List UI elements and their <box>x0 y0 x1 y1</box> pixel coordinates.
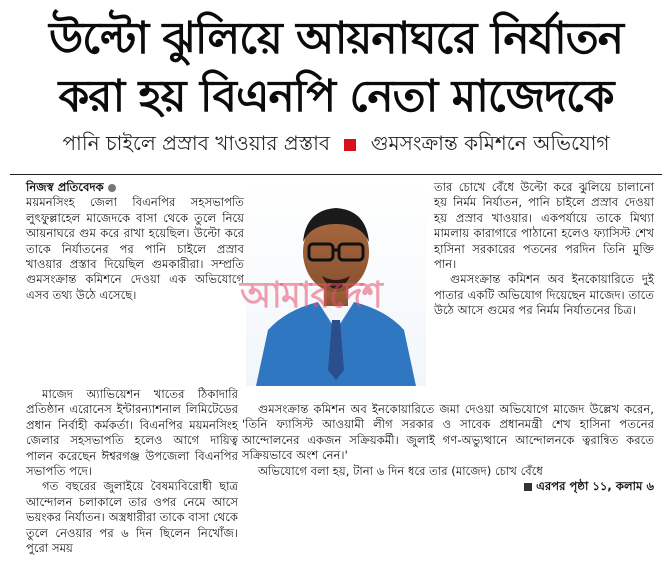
article-body <box>10 180 662 558</box>
paragraph: তার চোখে বেঁধে উল্টো করে ঝুলিয়ে চালানো হয় নির্মম নির্যাতন, পানি চাইলে প্রস্রাব দেওয়া হয় প্রস্রাব খাওয়ার। একপর্যায়ে তাকে মিথ্যা মামলায় কারাগারে পাঠানো হলেও ফ্যাসিস্ট শেখ হাসিনা সরকারের পতনের পরদিন তিনি মুক্তি পান। <box>434 180 654 272</box>
watermark: আমারদেশ <box>240 275 382 316</box>
paragraph: গত বছরের জুলাইয়ে বৈষম্যবিরোধী ছাত্র আন্দোলন চলাকালে তার ওপর নেমে আসে ভয়ংকর নির্যাতন। অস্ত্রধারীরা তাকে বাসা থেকে তুলে নেওয়ার পর ৬ দিন ছিলেন নিখোঁজ। পুরো সময় <box>26 479 238 556</box>
subheadline <box>10 130 662 156</box>
left-column-lower <box>26 387 238 556</box>
byline: নিজস্ব প্রতিবেদক <box>26 180 244 195</box>
jump-line: এরপর পৃষ্ঠা ১১, কলাম ৬ <box>242 479 654 494</box>
paragraph: গুমসংক্রান্ত কমিশন অব ইনকোয়ারিতে দুই পাতার একটি অভিযোগ দিয়েছেন মাজেদ। তাতে উঠে আসে গুমের পর নির্মম নির্যাতনের চিত্র। <box>434 272 654 318</box>
right-column-lower <box>242 402 654 494</box>
paragraph: অভিযোগে বলা হয়, টানা ৬ দিন ধরে তার (মাজেদ) চোখ বেঁধে <box>258 463 543 478</box>
paragraph: মাজেদ অ্যাভিয়েশন খাতের ঠিকাদারি প্রতিষ্ঠান এরোনেস ইন্টারন্যাশনাল লিমিটেডের প্রধান নির্বাহী কর্মকর্তা। বিএনপির ময়মনসিংহ জেলার সহসভাপতি হলেও আগে দায়িত্ব পালন করেছেন ঈশ্বরগঞ্জ উপজেলা বিএনপির সভাপতি পদে। <box>26 387 238 479</box>
paragraph: গুমসংক্রান্ত কমিশন অব ইনকোয়ারিতে জমা দেওয়া অভিযোগে মাজেদ উল্লেখ করেন, 'তিনি ফ্যাসিস্ট আওয়ামী লীগ সরকার ও সাবেক প্রধানমন্ত্রী শেখ হাসিনা পতনের আন্দোলনের একজন সক্রিয়কর্মী। জুলাই গণ-অভ্যুত্থানে আন্দোলনকে ত্বরান্বিত করতে সক্রিয়ভাবে অংশ নেন।' <box>242 402 654 463</box>
headline-line-2: করা হয় বিএনপি নেতা মাজেদকে <box>58 71 614 122</box>
divider-rule <box>10 174 662 175</box>
headline <box>10 0 662 126</box>
subhead-right: গুমসংক্রান্ত কমিশনে অভিযোগ <box>370 131 610 155</box>
byline-dot-icon <box>108 184 116 192</box>
subhead-left: পানি চাইলে প্রস্রাব খাওয়ার প্রস্তাব <box>62 131 331 155</box>
right-column <box>434 180 654 319</box>
left-column <box>26 180 244 303</box>
paragraph: ময়মনসিংহ জেলা বিএনপির সহসভাপতি লুৎফুল্লাহেল মাজেদকে বাসা থেকে তুলে নিয়ে আয়নাঘরে গুম করে রাখা হয়েছিল। উল্টো করে তাকে নির্যাতনের পর পানি চাইলে প্রস্রাব খাওয়ার প্রস্তাব দিয়েছিল গুমকারীরা। সম্প্রতি গুমসংক্রান্ত কমিশনে দেওয়া এক অভিযোগে এসব তথ্য উঠে এসেছে। <box>26 195 244 302</box>
headline-line-1: উল্টো ঝুলিয়ে আয়নাঘরে নির্যাতন <box>48 13 623 64</box>
black-square-icon <box>524 483 532 491</box>
red-square-separator-icon <box>344 139 356 151</box>
